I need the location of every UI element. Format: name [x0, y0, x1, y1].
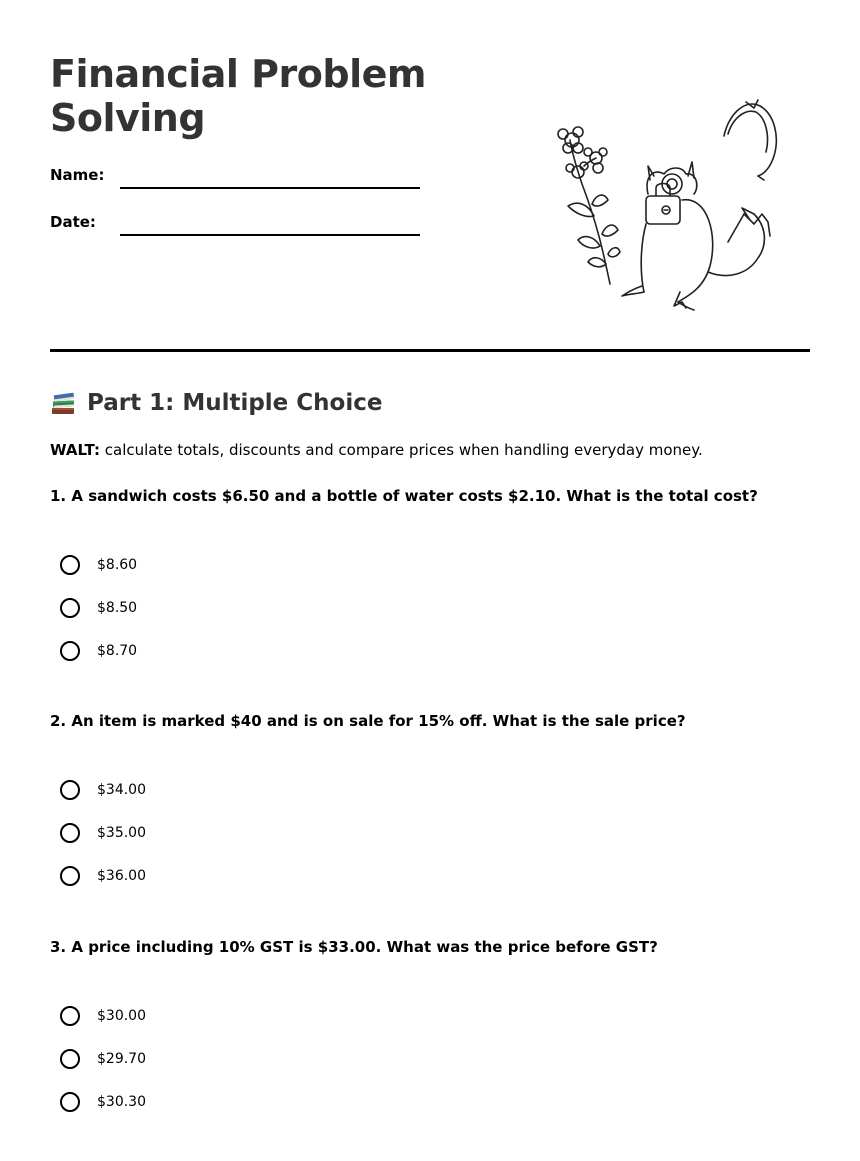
walt-text: calculate totals, discounts and compare prices when handling everyday money.	[104, 441, 703, 459]
radio-button[interactable]	[60, 598, 80, 618]
radio-button[interactable]	[60, 823, 80, 843]
section-heading	[50, 389, 382, 416]
q1-option-3[interactable]	[60, 639, 137, 663]
flower-sketch	[558, 127, 620, 284]
kangaroo-sketch	[622, 162, 770, 310]
title-line-1: Financial Problem	[50, 52, 426, 96]
radio-button[interactable]	[60, 555, 80, 575]
q1-option-2[interactable]	[60, 596, 137, 620]
option-label: $29.70	[97, 1051, 146, 1067]
q3-option-2[interactable]	[60, 1047, 146, 1071]
radio-button[interactable]	[60, 1049, 80, 1069]
kangaroo-illustration	[548, 96, 784, 314]
section-divider	[50, 349, 810, 352]
date-label: Date:	[50, 213, 96, 231]
q3-option-3[interactable]	[60, 1090, 146, 1114]
option-label: $30.00	[97, 1008, 146, 1024]
option-label: $36.00	[97, 868, 146, 884]
q2-option-3[interactable]	[60, 864, 146, 888]
section-title: Part 1: Multiple Choice	[87, 389, 383, 416]
radio-button[interactable]	[60, 866, 80, 886]
question-3: 3. A price including 10% GST is $33.00. What was the price before GST?	[50, 938, 658, 956]
radio-button[interactable]	[60, 780, 80, 800]
option-label: $8.70	[97, 643, 138, 659]
q3-option-1[interactable]	[60, 1004, 146, 1028]
option-label: $8.50	[97, 600, 138, 616]
name-label: Name:	[50, 166, 105, 184]
option-label: $8.60	[97, 557, 138, 573]
date-field[interactable]	[120, 234, 420, 236]
books-icon	[50, 389, 77, 416]
hook-sketch	[724, 100, 776, 180]
title-line-2: Solving	[50, 96, 206, 140]
learning-intention	[50, 441, 703, 459]
option-label: $35.00	[97, 825, 146, 841]
option-label: $30.30	[97, 1094, 146, 1110]
name-field[interactable]	[120, 187, 420, 189]
q1-option-1[interactable]	[60, 553, 137, 577]
walt-label: WALT:	[50, 441, 100, 459]
radio-button[interactable]	[60, 1092, 80, 1112]
q2-option-1[interactable]	[60, 778, 146, 802]
radio-button[interactable]	[60, 641, 80, 661]
page-title	[50, 52, 426, 140]
question-1: 1. A sandwich costs $6.50 and a bottle of water costs $2.10. What is the total cost?	[50, 487, 758, 505]
option-label: $34.00	[97, 782, 146, 798]
radio-button[interactable]	[60, 1006, 80, 1026]
question-2: 2. An item is marked $40 and is on sale for 15% off. What is the sale price?	[50, 712, 686, 730]
q2-option-2[interactable]	[60, 821, 146, 845]
